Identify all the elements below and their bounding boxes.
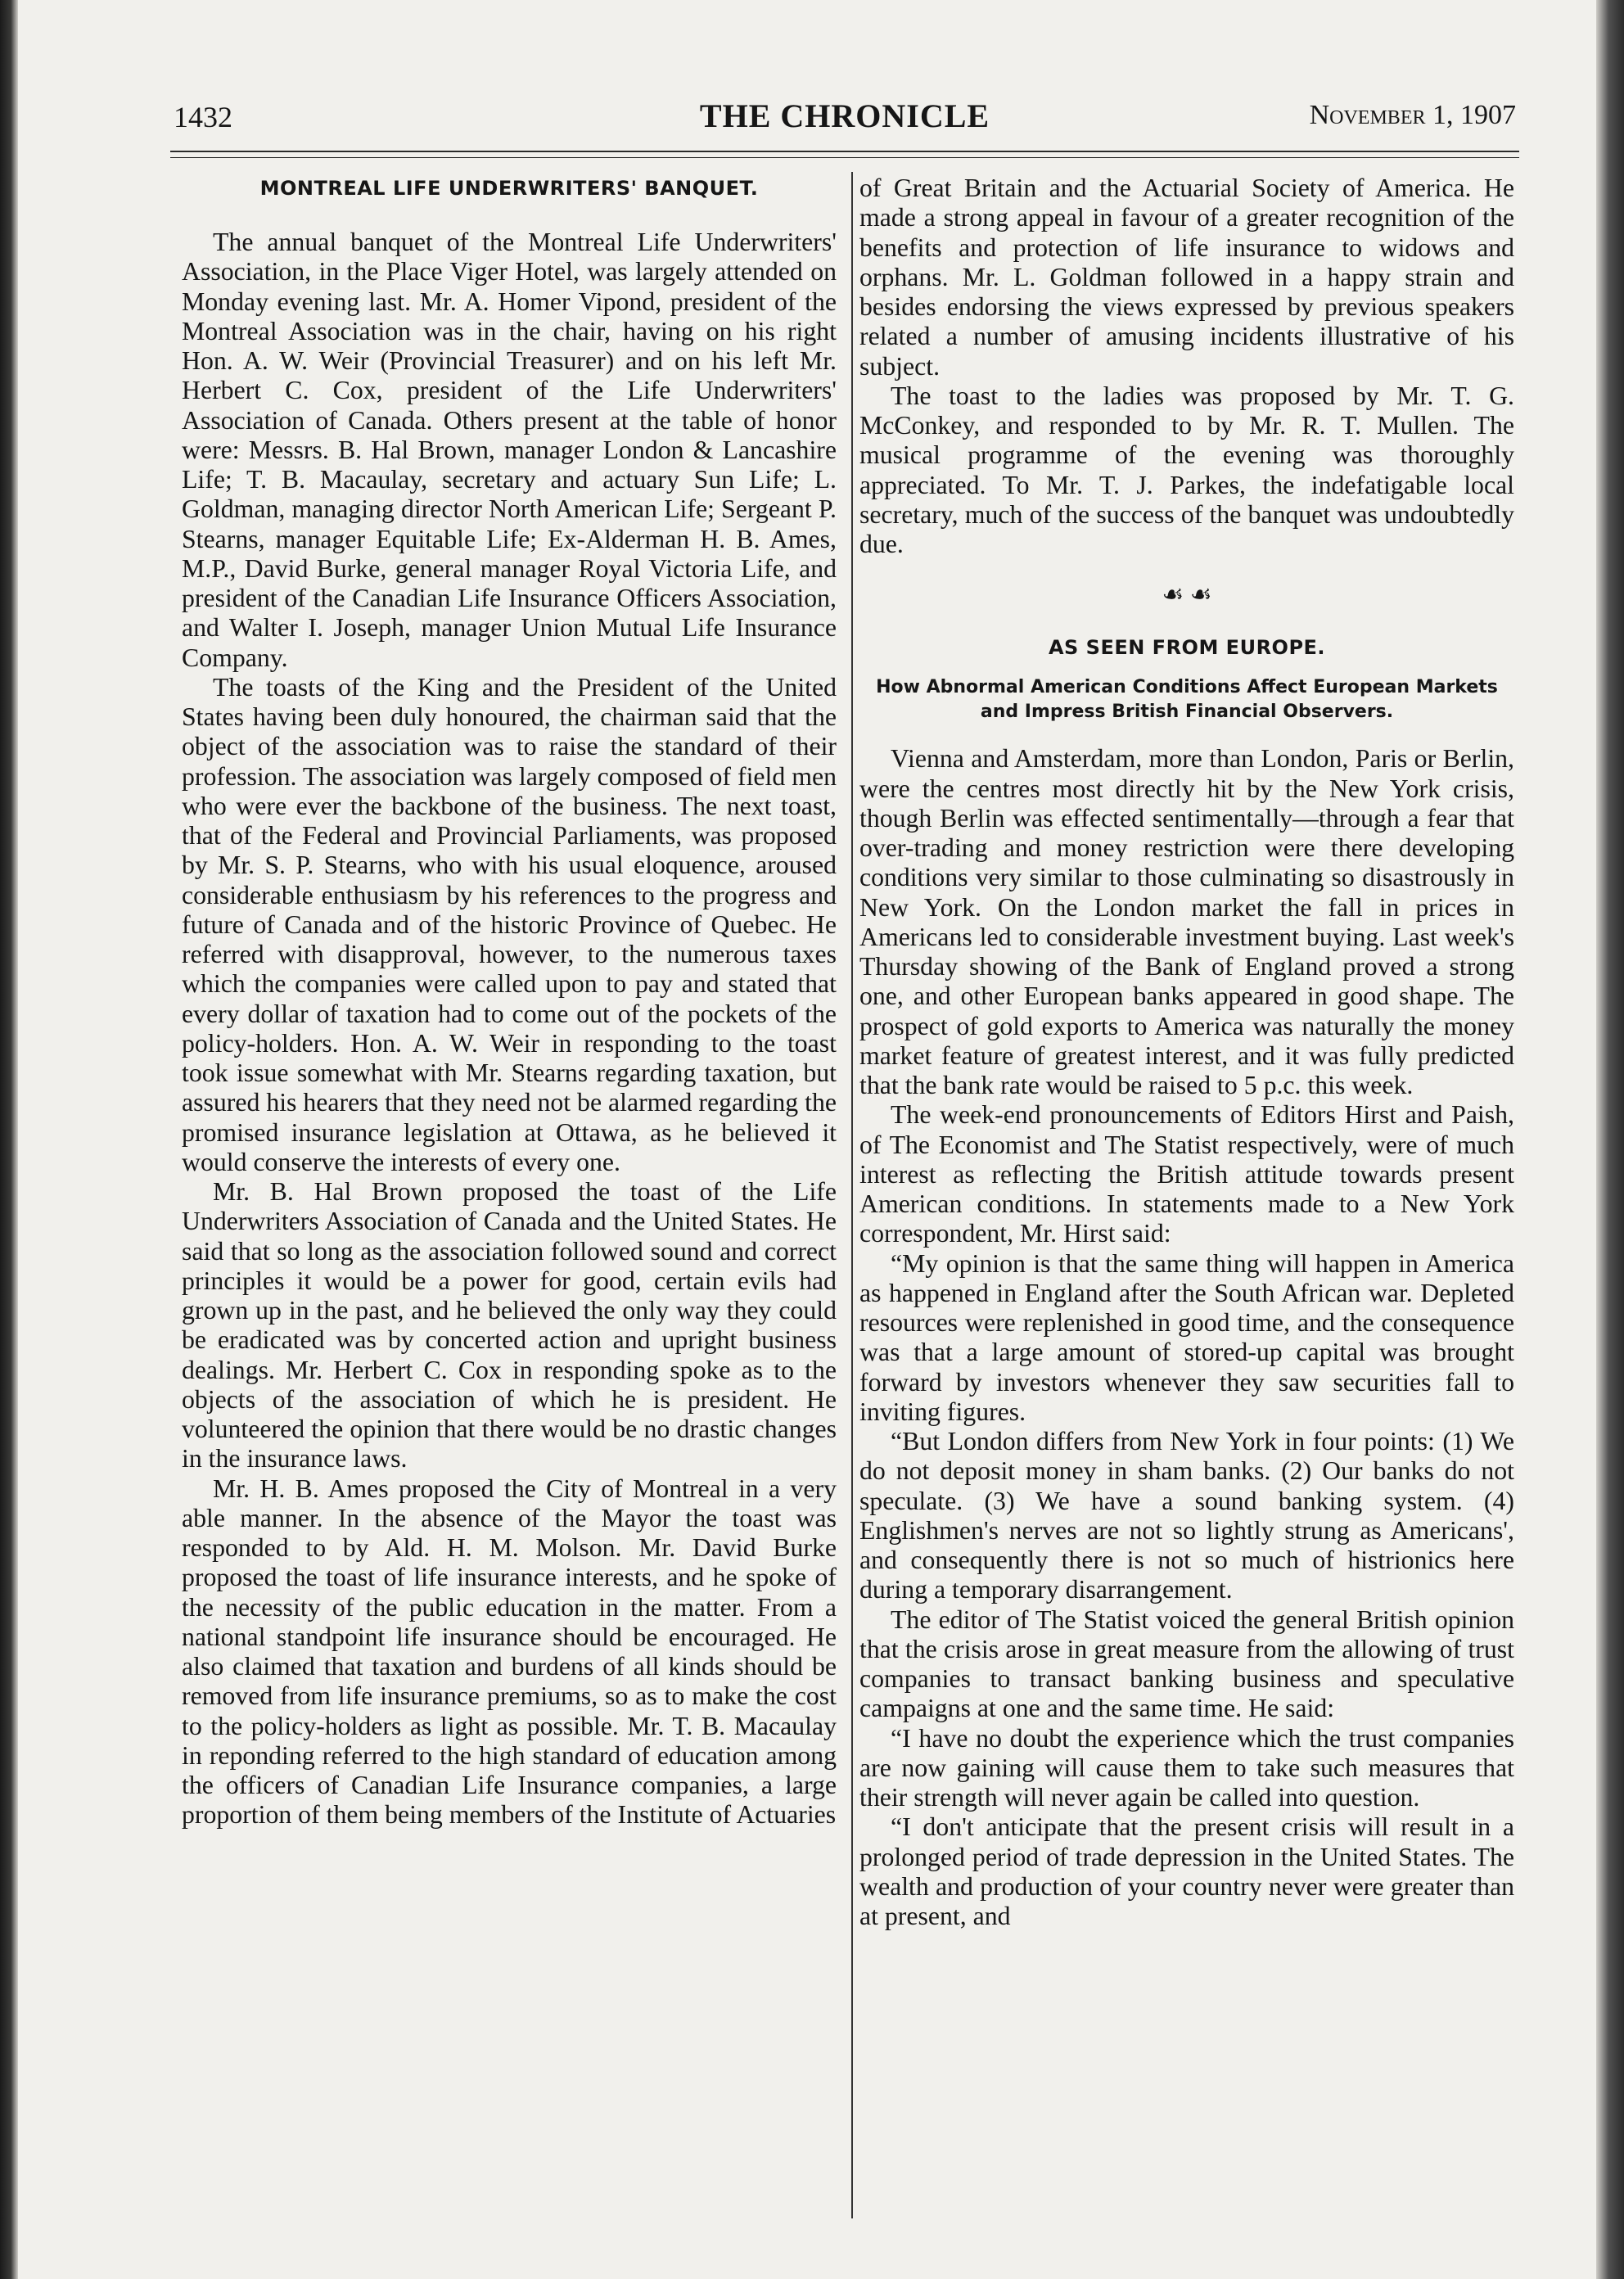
article-paragraph: Mr. B. Hal Brown proposed the toast of the Life Underwriters Association of Canada and the United States. He said that so long as the association followed sound and correct principles it would be a power for good, certain evils had grown up in the past, and he believed the only way they could be eradicated was by concerted action and upright business dealings. Mr. Herbert C. Cox in responding spoke as to the objects of the association of which he is president. He volunteered the opinion that there would be no drastic changes in the insurance laws.	[182, 1177, 837, 1473]
article-continuation: of Great Britain and the Actuarial Society of America. He made a strong appeal in favour of a greater recognition of the benefits and protection of life insurance to widows and orphans. Mr. L. Goldman followed in a happy strain and besides endorsing the views expressed by previous speakers related a number of amusing incidents illustrative of his subject.	[859, 174, 1514, 381]
article-heading-europe: AS SEEN FROM EUROPE.	[1048, 636, 1326, 660]
article-paragraph: “My opinion is that the same thing will happen in America as happened in England after the South African war. Depleted resources were replenished in good time, and the consequence was that a large amount of stored-up capital was brought forward by investors whenever they saw securities fall to inviting figures.	[859, 1248, 1514, 1426]
article-paragraph: “I have no doubt the experience which the trust companies are now gaining will cause them to take such measures that their strength will never again be called into question.	[859, 1723, 1514, 1812]
article-paragraph: The toasts of the King and the President of the United States having been duly honoured, the chairman said that the object of the association was to raise the standard of their profession. The association was largely composed of field men who were ever the backbone of the business. The next toast, that of the Federal and Provincial Parliaments, was proposed by Mr. S. P. Stearns, who with his usual eloquence, aroused considerable enthusiasm by his references to the progress and future of Canada and of the historic Province of Quebec. He referred with disapproval, however, to the numerous taxes which the companies were called upon to pay and stated that every dollar of taxation had to come out of the pockets of the policy-holders. Hon. A. W. Weir in responding to the toast took issue somewhat with Mr. Stearns regarding taxation, but assured his hearers that they need not be alarmed regarding the promised insurance legislation at Ottawa, as he believed it would conserve the interests of every one.	[182, 672, 837, 1176]
scan-edge-right	[1596, 0, 1624, 2279]
page-header	[174, 97, 1516, 142]
article-paragraph: The editor of The Statist voiced the general British opinion that the crisis arose in great measure from the allowing of trust companies to transact banking business and speculative campaigns at one and the same time. He said:	[859, 1604, 1514, 1723]
article-paragraph: The annual banquet of the Montreal Life Underwriters' Association, in the Place Viger Hotel, was largely attended on Monday evening last. Mr. A. Homer Vipond, president of the Montreal Association was in the chair, having on his right Hon. A. W. Weir (Provincial Treasurer) and on his left Mr. Herbert C. Cox, president of the Life Underwriters' Association of Canada. Others present at the table of honor were: Messrs. B. Hal Brown, manager London & Lancashire Life; T. B. Macaulay, secretary and actuary Sun Life; L. Goldman, managing director North American Life; Sergeant P. Stearns, manager Equitable Life; Ex-Alderman H. B. Ames, M.P., David Burke, general manager Royal Victoria Life, and president of the Canadian Life Insurance Officers Association, and Walter I. Joseph, manager Union Mutual Life Insurance Company.	[182, 228, 837, 672]
column-divider	[851, 172, 853, 2218]
article-paragraph: “But London differs from New York in four points: (1) We do not deposit money in sham banks. (2) Our banks do not speculate. (3) We have a sound banking system. (4) Englishmen's nerves are not so lightly strung as Americans', and consequently there is not so much of histrionics here during a temporary disarrangement.	[859, 1427, 1514, 1604]
section-ornament: ☙ ☙	[1162, 581, 1212, 609]
left-column	[182, 174, 837, 1830]
article-paragraph: Vienna and Amsterdam, more than London, Paris or Berlin, were the centres most directly hit by the New York crisis, though Berlin was effected sentimentally—through a fear that over-trading and money restriction were there developing conditions very similar to those culminating so disastrously in New York. On the London market the fall in prices in Americans led to considerable investment buying. Last week's Thursday showing of the Bank of England proved a strong one, and other European banks appeared in good shape. The prospect of gold exports to America was naturally the money market feature of greatest interest, and it was fully predicted that the bank rate would be raised to 5 p.c. this week.	[859, 744, 1514, 1099]
article-heading-banquet: MONTREAL LIFE UNDERWRITERS' BANQUET.	[259, 177, 759, 200]
article-paragraph: The week-end pronouncements of Editors Hirst and Paish, of The Economist and The Statist respectively, were of much interest as reflecting the British attitude towards present American conditions. In statements made to a New York correspondent, Mr. Hirst said:	[859, 1100, 1514, 1248]
header-rule-thick	[170, 151, 1519, 152]
article-paragraph: “I don't anticipate that the present crisis will result in a prolonged period of trade depression in the United States. The wealth and production of your country never were greater than at present, and	[859, 1812, 1514, 1930]
header-rule-thin	[170, 157, 1519, 158]
article-paragraph: Mr. H. B. Ames proposed the City of Montreal in a very able manner. In the absence of the Mayor the toast was responded to by Ald. H. M. Molson. Mr. David Burke proposed the toast of life insurance interests, and he spoke of the necessity of the public education in the matter. From a national standpoint life insurance should be encouraged. He also claimed that taxation and burdens of all kinds should be removed from life insurance premiums, so as to make the cost to the policy-holders as light as possible. Mr. T. B. Macaulay in reponding referred to the high standard of education among the officers of Canadian Life Insurance companies, a large proportion of them being members of the Institute of Actuaries	[182, 1473, 837, 1830]
publication-title: THE CHRONICLE	[699, 97, 990, 134]
issue-date: November 1, 1907	[1309, 100, 1516, 130]
scan-edge-left	[0, 0, 18, 2279]
newspaper-page	[18, 0, 1596, 2279]
article-paragraph: The toast to the ladies was proposed by Mr. T. G. McConkey, and responded to by Mr. R. T. Mullen. The musical programme of the evening was thoroughly appreciated. To Mr. T. J. Parkes, the indefatigable local secretary, much of the success of the banquet was undoubtedly due.	[859, 381, 1514, 558]
article-subheading: How Abnormal American Conditions Affect European Markets and Impress British Financial Observers.	[876, 677, 1498, 723]
right-column	[859, 174, 1514, 1931]
page-number: 1432	[174, 101, 232, 133]
